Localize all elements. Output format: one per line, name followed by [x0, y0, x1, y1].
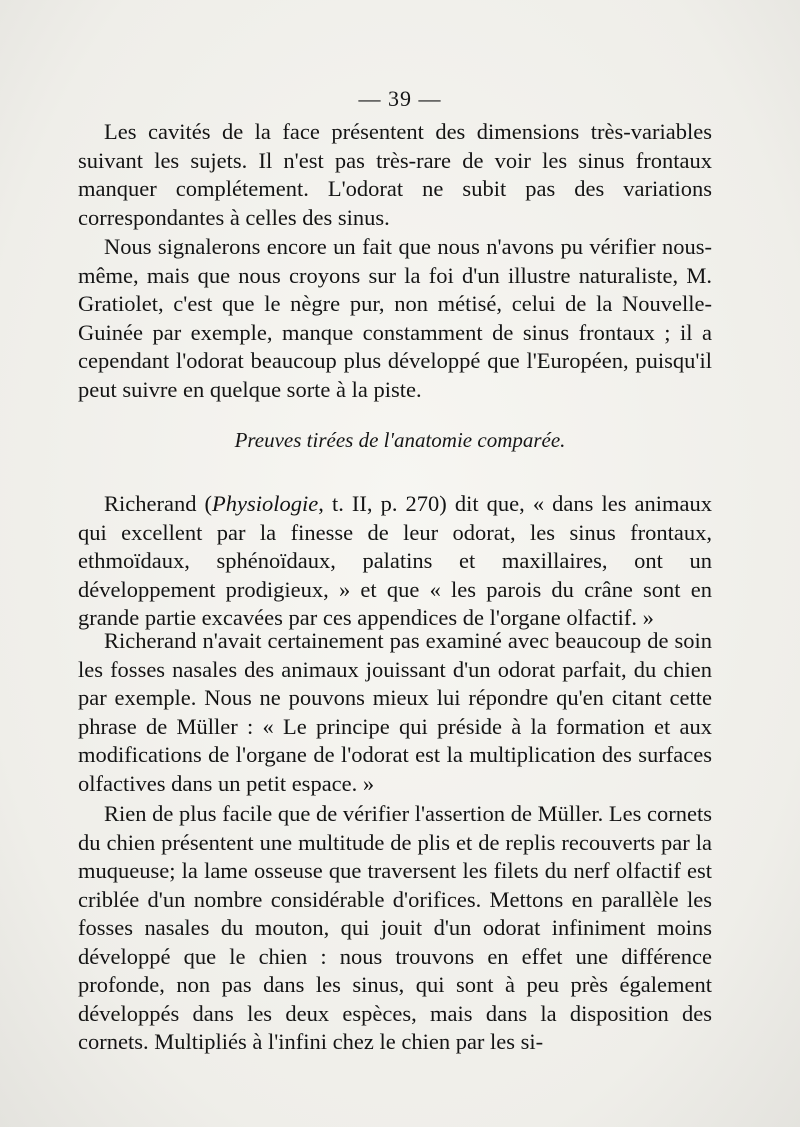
- paragraph-signalerons: [78, 233, 712, 404]
- page-number: — 39 —: [358, 86, 442, 111]
- paragraph-chien: [78, 800, 712, 1057]
- paragraph-3: [78, 490, 712, 633]
- paragraph-richerand: [78, 490, 712, 633]
- paragraph-muller: [78, 627, 712, 798]
- paragraph-1: Les cavités de la face présentent des dimensions très-variables suivant les sujets. Il n'est pas très-rare de voir les sinus frontaux manquer complétement. L'odorat ne subit pas des variations correspondantes à celles des sinus.: [78, 119, 712, 230]
- paragraph-cavites: [78, 118, 712, 232]
- physiologie-title: Physiologie: [212, 491, 319, 516]
- paragraph-3-after: , t. II, p. 270) dit que, « dans les animaux qui excellent par la finesse de leur odorat, les sinus frontaux, ethmoïdaux, sphénoïdaux, palatins et maxillaires, ont un développement prodigieux, » et que « les parois du crâne sont en grande partie excavées par ces appendices de l'organe olfactif. »: [78, 491, 712, 630]
- paragraph-2: Nous signalerons encore un fait que nous n'avons pu vérifier nous-même, mais que nous croyons sur la foi d'un illustre naturaliste, M. Gratiolet, c'est que le nègre pur, non métisé, celui de la Nouvelle-Guinée par exemple, manque constamment de sinus frontaux ; il a cependant l'odorat beaucoup plus développé que l'Européen, puisqu'il peut suivre en quelque sorte à la piste.: [78, 234, 712, 402]
- section-heading: Preuves tirées de l'anatomie comparée.: [234, 428, 566, 452]
- paragraph-3-before: Richerand (: [104, 491, 213, 516]
- paragraph-4: Richerand n'avait certainement pas examiné avec beaucoup de soin les fosses nasales des animaux jouissant d'un odorat parfait, du chien par exemple. Nous ne pouvons mieux lui répondre qu'en citant cette phrase de Müller : « Le principe qui préside à la formation et aux modifications de l'organe de l'odorat est la multiplication des surfaces olfactives dans un petit espace. »: [78, 628, 712, 796]
- paragraph-5: Rien de plus facile que de vérifier l'assertion de Müller. Les cornets du chien présentent une multitude de plis et de replis recouverts par la muqueuse; la lame osseuse que traversent les filets du nerf olfactif est criblée d'un nombre considérable d'orifices. Mettons en parallèle les fosses nasales du mouton, qui jouit d'un odorat infiniment moins développé que le chien : nous trouvons en effet une différence profonde, non pas dans les sinus, qui sont à peu près également développés dans les deux espèces, mais dans la disposition des cornets. Multipliés à l'infini chez le chien par les si-: [78, 801, 712, 1054]
